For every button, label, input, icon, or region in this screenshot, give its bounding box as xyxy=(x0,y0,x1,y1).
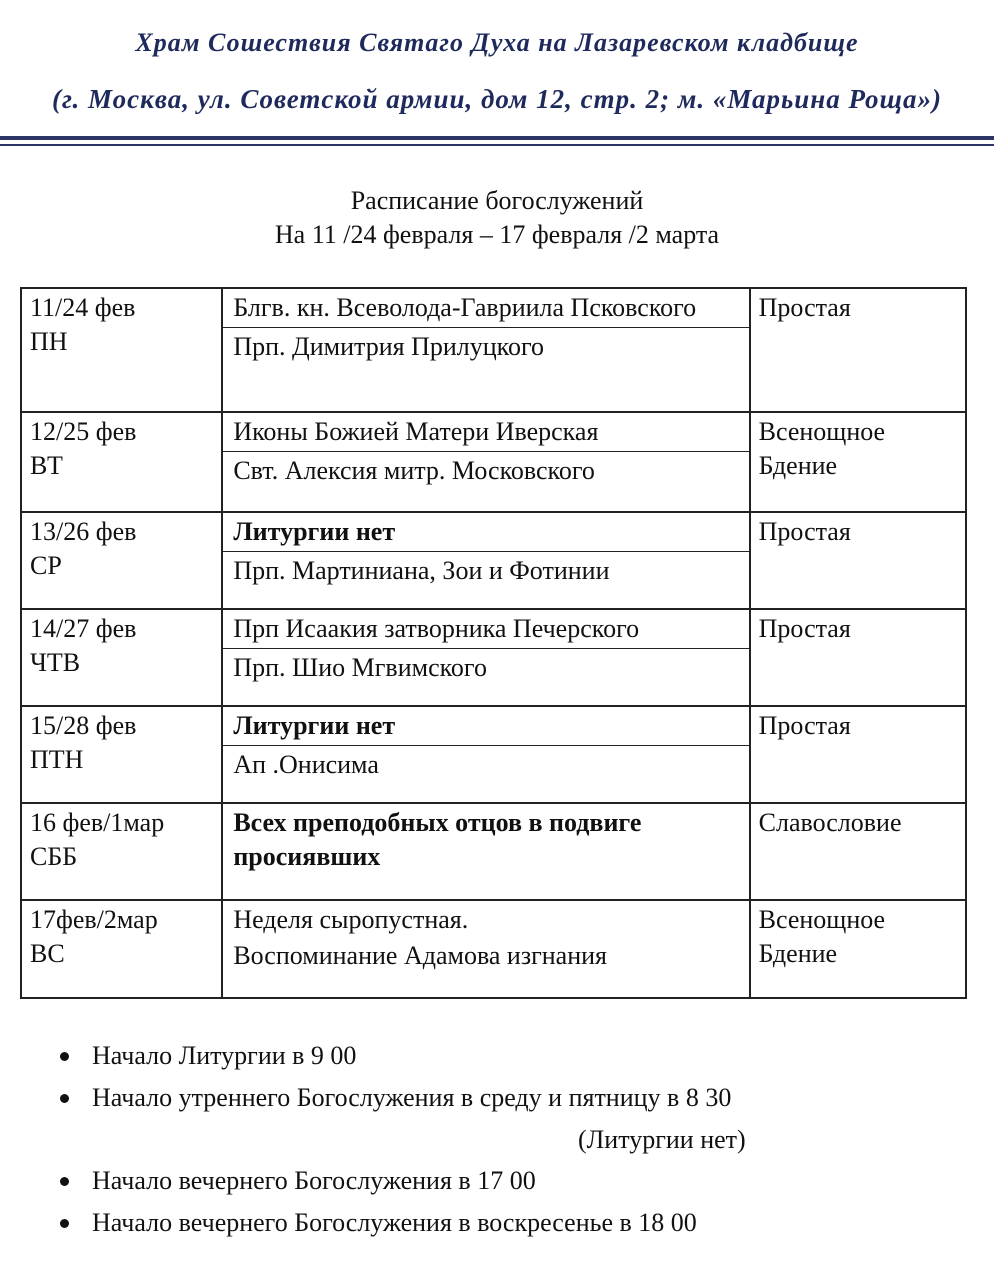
feast-item: Литургии нет xyxy=(233,711,396,740)
service-type-line2: Бдение xyxy=(758,939,838,968)
feast-item: Свт. Алексия митр. Московского xyxy=(223,451,748,490)
date-text: 11/24 фев xyxy=(30,293,136,322)
feasts-cell xyxy=(222,900,749,998)
feast-item: Прп. Мартиниана, Зои и Фотинии xyxy=(223,551,748,590)
note-item: Начало Литургии в 9 00 xyxy=(92,1041,357,1070)
feasts-cell xyxy=(222,412,749,512)
schedule-table xyxy=(20,287,967,999)
service-type-cell xyxy=(750,412,966,512)
weekday-text: ПТН xyxy=(30,745,84,774)
date-cell xyxy=(21,706,222,803)
service-type: Простая xyxy=(758,293,851,322)
table-row xyxy=(21,412,966,512)
date-cell xyxy=(21,412,222,512)
schedule-title xyxy=(0,184,994,252)
weekday-text: СР xyxy=(30,551,62,580)
note-subitem: (Литургии нет) xyxy=(578,1125,746,1154)
service-type-line2: Бдение xyxy=(758,451,838,480)
service-type-cell xyxy=(750,288,966,412)
service-type-cell xyxy=(750,609,966,706)
service-type-cell xyxy=(750,706,966,803)
table-row xyxy=(21,609,966,706)
service-type: Простая xyxy=(758,711,851,740)
date-text: 15/28 фев xyxy=(30,711,137,740)
date-cell xyxy=(21,512,222,609)
date-text: 16 фев/1мар xyxy=(30,808,165,837)
feast-item: Всех преподобных отцов в подвиге просиявших xyxy=(233,808,642,871)
note-item: Начало утреннего Богослужения в среду и пятницу в 8 30 xyxy=(92,1083,732,1112)
date-text: 14/27 фев xyxy=(30,614,137,643)
weekday-text: ЧТВ xyxy=(30,648,81,677)
service-type: Всенощное xyxy=(758,417,886,446)
header-divider-thin xyxy=(0,144,994,146)
feasts-cell xyxy=(222,512,749,609)
weekday-text: СББ xyxy=(30,842,78,871)
date-text: 17фев/2мар xyxy=(30,905,158,934)
feast-item: Прп Исаакия затворника Печерского xyxy=(233,614,640,643)
feasts-cell xyxy=(222,803,749,900)
date-text: 12/25 фев xyxy=(30,417,137,446)
date-cell xyxy=(21,609,222,706)
date-cell xyxy=(21,288,222,412)
feasts-cell xyxy=(222,706,749,803)
service-type-cell xyxy=(750,900,966,998)
feast-item: Прп. Димитрия Прилуцкого xyxy=(223,327,748,366)
table-row xyxy=(21,512,966,609)
feast-item: Прп. Шио Мгвимского xyxy=(223,648,748,687)
note-item: Начало вечернего Богослужения в воскресенье в 18 00 xyxy=(92,1208,697,1237)
table-row xyxy=(21,803,966,900)
bullet-icon xyxy=(60,1219,69,1228)
feast-item: Литургии нет xyxy=(233,517,396,546)
date-text: 13/26 фев xyxy=(30,517,137,546)
feast-item: Блгв. кн. Всеволода-Гавриила Псковского xyxy=(233,293,697,322)
service-type: Простая xyxy=(758,614,851,643)
feast-item: Иконы Божией Матери Иверская xyxy=(233,417,599,446)
header-divider-thick xyxy=(0,136,994,140)
table-row xyxy=(21,900,966,998)
date-cell xyxy=(21,803,222,900)
weekday-text: ВС xyxy=(30,939,65,968)
church-address: (г. Москва, ул. Советской армии, дом 12, стр. 2; м. «Марьина Роща») xyxy=(51,84,943,114)
feast-item: Ап .Онисима xyxy=(223,745,748,784)
weekday-text: ВТ xyxy=(30,451,63,480)
church-name: Храм Сошествия Святаго Духа на Лазаревском кладбище xyxy=(135,28,859,57)
feasts-cell xyxy=(222,288,749,412)
schedule-period: На 11 /24 февраля – 17 февраля /2 марта xyxy=(274,220,720,249)
table-row xyxy=(21,288,966,412)
service-type: Славословие xyxy=(758,808,902,837)
service-type-cell xyxy=(750,512,966,609)
weekday-text: ПН xyxy=(30,327,68,356)
table-row xyxy=(21,706,966,803)
page-header xyxy=(0,0,994,150)
feast-item: Воспоминание Адамова изгнания xyxy=(233,941,608,970)
bullet-icon xyxy=(60,1177,69,1186)
service-type: Простая xyxy=(758,517,851,546)
bullet-icon xyxy=(60,1094,69,1103)
date-cell xyxy=(21,900,222,998)
note-item: Начало вечернего Богослужения в 17 00 xyxy=(92,1166,536,1195)
bullet-icon xyxy=(60,1052,69,1061)
service-type-cell xyxy=(750,803,966,900)
schedule-heading: Расписание богослужений xyxy=(350,186,644,215)
feast-item: Неделя сыропустная. xyxy=(233,905,469,934)
feasts-cell xyxy=(222,609,749,706)
service-type: Всенощное xyxy=(758,905,886,934)
